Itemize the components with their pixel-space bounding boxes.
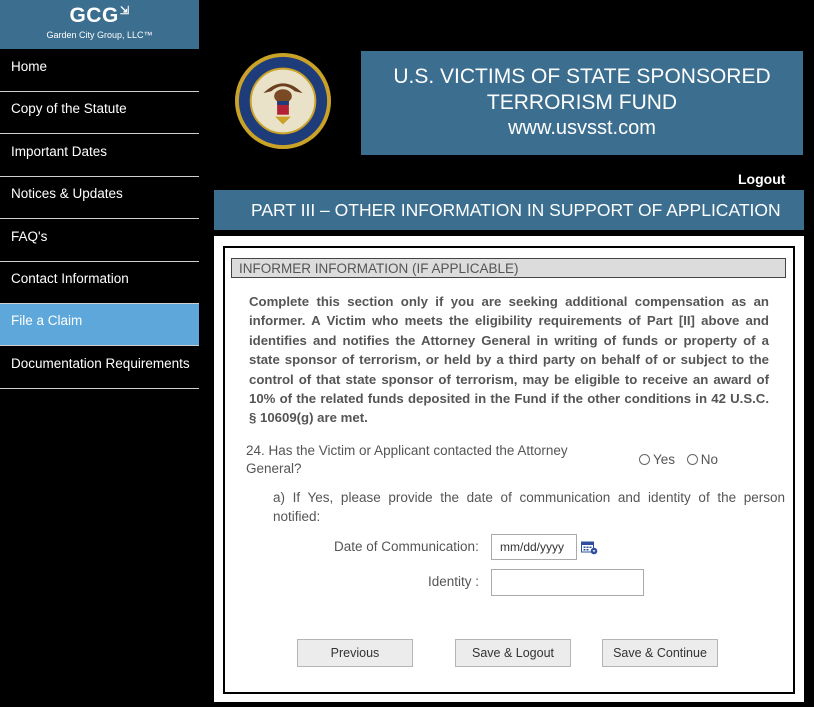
gcg-logo[interactable] — [0, 0, 199, 49]
radio-no[interactable] — [687, 454, 698, 465]
date-of-communication-input[interactable] — [491, 534, 577, 560]
logo-subtitle: Garden City Group, LLC™ — [46, 30, 153, 40]
logout-link[interactable]: Logout — [738, 171, 786, 187]
form-panel — [214, 236, 804, 702]
identity-input[interactable] — [491, 569, 644, 596]
nav-item-file-claim[interactable]: File a Claim — [0, 304, 199, 346]
site-title-line1: U.S. VICTIMS OF STATE SPONSORED — [393, 65, 771, 88]
nav-item-notices[interactable]: Notices & Updates — [0, 177, 199, 219]
nav-item-statute[interactable]: Copy of the Statute — [0, 92, 199, 134]
logo-text: GCG — [69, 4, 119, 27]
logo-arrow-icon: ⇲ — [119, 5, 130, 17]
save-continue-button[interactable]: Save & Continue — [602, 639, 718, 667]
radio-yes-label[interactable]: Yes — [653, 452, 676, 467]
site-title-banner — [361, 51, 803, 155]
part-title-banner: PART III – OTHER INFORMATION IN SUPPORT OF APPLICATION — [214, 190, 804, 230]
identity-label: Identity : — [428, 574, 480, 589]
question-24a-label: a) If Yes, please provide the date of communication and identity of the person notified: — [273, 490, 785, 524]
date-of-communication-label: Date of Communication: — [334, 539, 479, 554]
nav-item-contact[interactable]: Contact Information — [0, 262, 199, 304]
sidebar — [0, 0, 199, 707]
nav-item-important-dates[interactable]: Important Dates — [0, 135, 199, 177]
site-title-line2: TERRORISM FUND — [486, 91, 678, 114]
nav-item-home[interactable]: Home — [0, 50, 199, 92]
save-logout-button[interactable]: Save & Logout — [455, 639, 571, 667]
nav-item-faqs[interactable]: FAQ's — [0, 220, 199, 262]
nav-item-documentation[interactable]: Documentation Requirements — [0, 347, 199, 389]
site-url: www.usvsst.com — [508, 117, 656, 139]
doj-seal-icon — [234, 52, 332, 150]
previous-button[interactable]: Previous — [297, 639, 413, 667]
radio-yes[interactable] — [639, 454, 650, 465]
calendar-icon[interactable] — [581, 541, 598, 555]
section-header: INFORMER INFORMATION (IF APPLICABLE) — [231, 258, 786, 278]
question-24-radio-group — [639, 452, 726, 467]
radio-no-label[interactable]: No — [700, 452, 719, 467]
informer-instructions: Complete this section only if you are seeking additional compensation as an informer. A Victim who meets the eligibility requirements of Part [II] above and identifies and notifies the Attorney General in writing of funds or property of a state sponsor of terrorism, or held by a third party on behalf of or subject to the control of that state sponsor of terrorism, may be eligible to receive an award of 10% of the related funds deposited in the Fund if the other conditions in 42 U.S.C. § 10609(g) are met. — [249, 294, 769, 426]
question-24-label: 24. Has the Victim or Applicant contacted the Attorney General? — [246, 443, 568, 476]
